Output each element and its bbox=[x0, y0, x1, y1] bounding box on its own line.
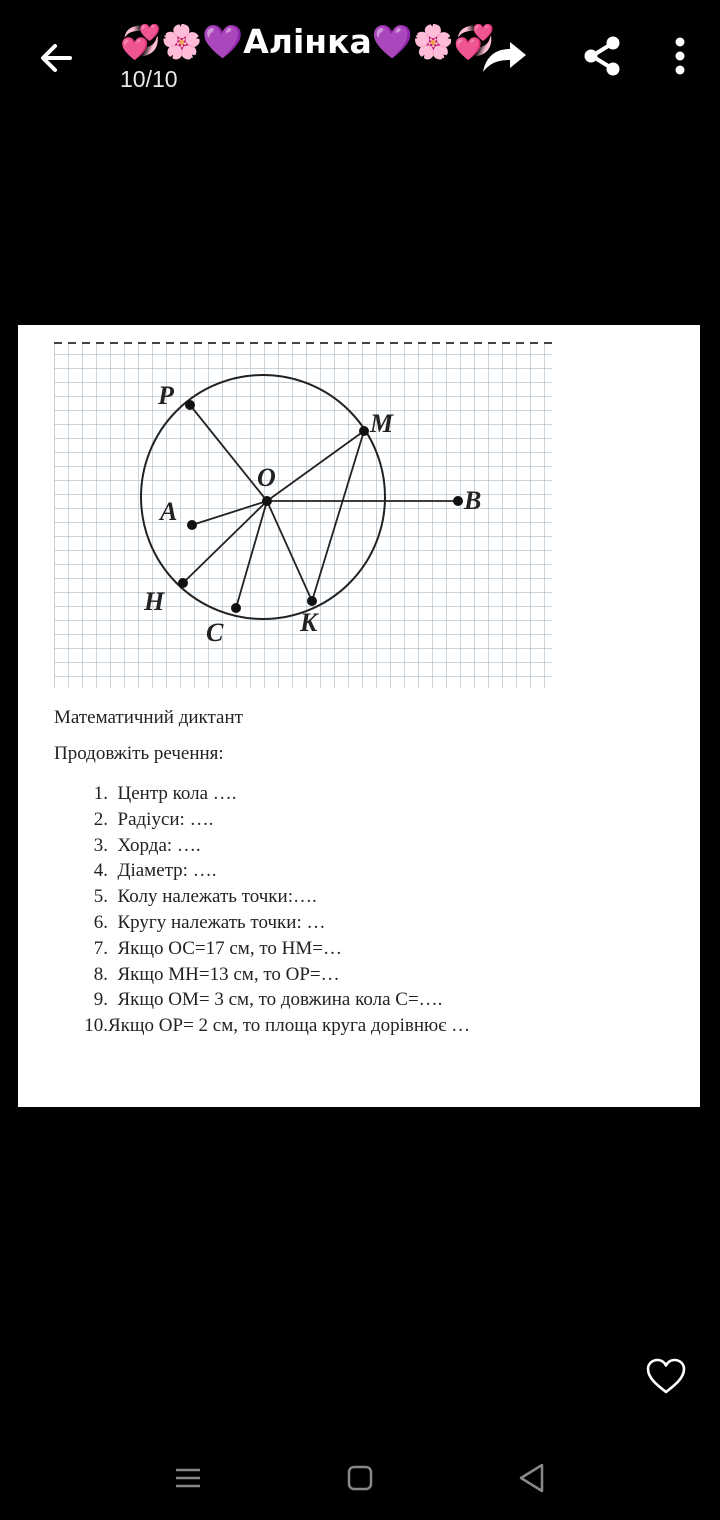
list-item: 10. Якщо ОР= 2 см, то площа круга дорівнює … bbox=[84, 1015, 471, 1037]
label-P: P bbox=[158, 381, 174, 410]
forward-arrow-icon bbox=[480, 38, 528, 78]
heart-outline-icon bbox=[645, 1357, 687, 1395]
label-C: C bbox=[206, 618, 224, 647]
share-icon bbox=[582, 34, 622, 78]
label-A: A bbox=[160, 497, 178, 526]
top-app-bar bbox=[0, 0, 720, 110]
list-item: 6. Кругу належать точки: … bbox=[93, 911, 326, 933]
list-item: 3. Хорда: …. bbox=[93, 834, 201, 856]
label-H: H bbox=[144, 587, 165, 616]
question-list bbox=[54, 781, 674, 1039]
arrow-left-icon bbox=[36, 38, 76, 78]
circle-diagram bbox=[54, 340, 554, 690]
list-item: 2. Радіуси: …. bbox=[93, 808, 214, 830]
back-button[interactable] bbox=[30, 32, 82, 84]
point-C bbox=[231, 603, 241, 613]
label-O: O bbox=[257, 463, 276, 492]
list-item: 4. Діаметр: …. bbox=[93, 860, 217, 882]
list-item: 9. Якщо ОМ= 3 см, то довжина кола С=…. bbox=[93, 989, 443, 1011]
home-square-icon[interactable] bbox=[344, 1462, 376, 1494]
point-K bbox=[307, 596, 317, 606]
label-K: K bbox=[300, 608, 318, 637]
list-item: 8. Якщо МН=13 см, то ОР=… bbox=[93, 963, 340, 985]
list-item: 7. Якщо ОС=17 см, то НМ=… bbox=[93, 937, 342, 959]
worksheet-heading: Математичний диктант bbox=[54, 707, 243, 728]
point-B bbox=[453, 496, 463, 506]
point-A bbox=[187, 520, 197, 530]
image-counter: 10/10 bbox=[120, 66, 178, 92]
back-triangle-icon[interactable] bbox=[514, 1460, 548, 1496]
list-item: 1. Центр кола …. bbox=[93, 783, 237, 804]
photo-viewer-image[interactable] bbox=[18, 325, 700, 1107]
more-options-button[interactable] bbox=[656, 30, 704, 82]
system-navigation-bar bbox=[0, 1440, 720, 1520]
label-M: M bbox=[370, 409, 394, 438]
menu-icon[interactable] bbox=[172, 1462, 204, 1494]
point-H bbox=[178, 578, 188, 588]
share-button[interactable] bbox=[576, 30, 628, 82]
point-P bbox=[185, 400, 195, 410]
album-title: 💞🌸💜Алінка💜🌸💞 bbox=[120, 22, 496, 61]
title-block bbox=[120, 20, 495, 93]
label-B: B bbox=[464, 486, 482, 515]
point-M bbox=[359, 426, 369, 436]
worksheet-text bbox=[54, 705, 674, 1039]
worksheet-prompt: Продовжіть речення: bbox=[54, 743, 224, 764]
more-vertical-icon bbox=[674, 36, 686, 76]
point-O bbox=[262, 496, 272, 506]
forward-button[interactable] bbox=[478, 32, 530, 84]
list-item: 5. Колу належать точки:…. bbox=[93, 886, 317, 908]
like-button[interactable] bbox=[644, 1354, 688, 1398]
